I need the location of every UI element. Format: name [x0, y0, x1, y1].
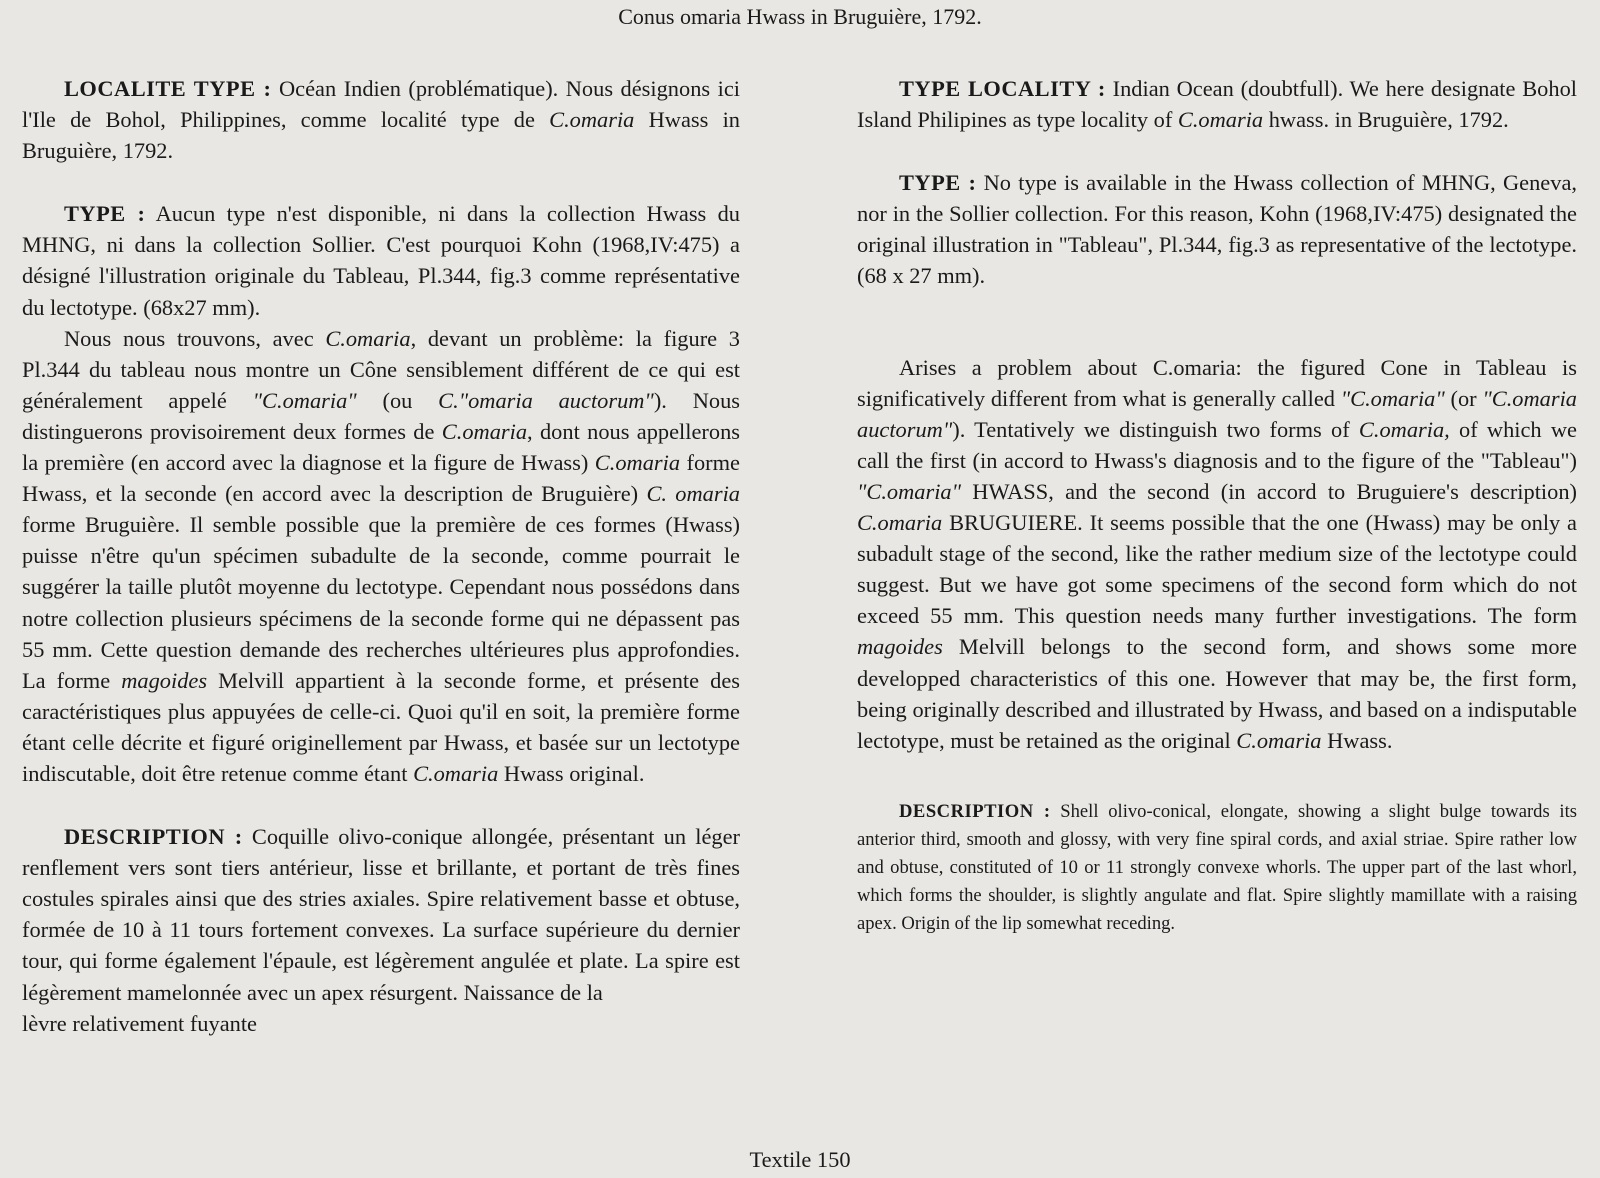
species-name: C.omaria,: [1358, 416, 1450, 442]
species-name: "C.omaria": [857, 478, 962, 504]
section-label: LOCALITE TYPE :: [64, 76, 272, 101]
species-name: "C.omaria auctorum": [857, 385, 1577, 442]
description-last-line-fr: lèvre relativement fuyante: [22, 1010, 257, 1036]
species-name: magoides: [857, 634, 943, 660]
type-locality-paragraph-en: TYPE LOCALITY : Indian Ocean (doubtfull). We here designate Bohol Island Philipines as type locality of C.omaria hwass. in Bruguière, 1792.: [857, 76, 1577, 133]
type-locality-paragraph-fr: LOCALITE TYPE : Océan Indien (problématique). Nous désignons ici l'Ile de Bohol, Philippines, comme localité type de C.omaria Hwass in Bruguière, 1792.: [22, 76, 740, 164]
species-name: C.omaria: [1236, 727, 1322, 753]
species-name: C.omaria: [549, 107, 635, 133]
species-name: "C.omaria": [252, 387, 357, 413]
section-label: DESCRIPTION :: [64, 824, 243, 850]
species-name: C.omaria: [594, 450, 681, 476]
species-name: C. omaria: [646, 481, 740, 507]
species-name: "C.omaria": [1340, 385, 1445, 411]
species-name: C."omaria auctorum": [438, 387, 654, 413]
discussion-paragraph-en: Arises a problem about C.omaria: the figured Cone in Tableau is significatively different from what is generally called "C.omaria" (or "C.omaria auctorum"). Tentatively we distinguish two forms of C.omaria, of which we call the first (in accord to Hwass's diagnosis and to the figure of the "Tableau") "C.omaria" HWASS, and the second (in accord to Bruguiere's description) C.omaria BRUGUIERE. It seems possible that the one (Hwass) may be only a subadult stage of the second, like the rather medium size of the lectotype could suggest. But we have got some specimens of the second form which do not exceed 55 mm. This question needs many further investigations. The form magoides Melvill belongs to the second form, and shows some more developped characteristics of this one. However that may be, the first form, being originally described and illustrated by Hwass, and based on a indisputable lectotype, must be retained as the original C.omaria Hwass.: [857, 354, 1577, 753]
species-name: magoides: [121, 667, 208, 693]
page-footer: Textile 150: [749, 1147, 851, 1172]
english-column: [857, 73, 1577, 938]
section-label: TYPE :: [899, 170, 977, 196]
section-label: TYPE :: [64, 201, 146, 227]
species-name: C.omaria: [441, 418, 528, 444]
section-label: DESCRIPTION :: [899, 800, 1051, 822]
description-paragraph-en: DESCRIPTION : Shell olivo-conical, elongate, showing a slight bulge towards its anterior third, smooth and glossy, with very fine spiral cords, and axial striae. Spire rather low and obtuse, constituted of 10 or 11 strongly convexe whorls. The upper part of the last whorl, which forms the shoulder, is slightly angulate and flat. Spire slightly mamillate with a raising apex. Origin of the lip somewhat receding.: [857, 800, 1577, 934]
species-name: C.omaria: [325, 325, 411, 351]
section-label: TYPE LOCALITY :: [899, 76, 1106, 101]
french-column: [22, 73, 740, 1039]
species-name: C.omaria: [413, 760, 499, 786]
species-name: C.omaria: [857, 510, 943, 536]
type-paragraph-fr: TYPE : Aucun type n'est disponible, ni dans la collection Hwass du MHNG, ni dans la collection Sollier. C'est pourquoi Kohn (1968,IV:475) a désigné l'illustration originale du Tableau, Pl.344, fig.3 comme représentative du lectotype. (68x27 mm).: [22, 201, 740, 320]
discussion-paragraph-fr: Nous nous trouvons, avec C.omaria, devant un problème: la figure 3 Pl.344 du tableau nous montre un Cône sensiblement différent de ce qui est généralement appelé "C.omaria" (ou C."omaria auctorum"). Nous distinguerons provisoirement deux formes de C.omaria, dont nous appellerons la première (en accord avec la diagnose et la figure de Hwass) C.omaria forme Hwass, et la seconde (en accord avec la description de Bruguière) C. omaria forme Bruguière. Il semble possible que la première de ces formes (Hwass) puisse n'être qu'un spécimen subadulte de la seconde, comme pourrait le suggérer la taille plutôt moyenne du lectotype. Cependant nous possédons dans notre collection plusieurs spécimens de la seconde forme qui ne dépassent pas 55 mm. Cette question demande des recherches ultérieures plus approfondies. La forme magoides Melvill appartient à la seconde forme, et présente des caractéristiques plus appuyées de celle-ci. Quoi qu'il en soit, la première forme étant celle décrite et figuré originellement par Hwass, et basée sur un lectotype indiscutable, doit être retenue comme étant C.omaria Hwass original.: [22, 325, 740, 786]
page-title: Conus omaria Hwass in Bruguière, 1792.: [618, 4, 982, 29]
description-paragraph-fr: DESCRIPTION : Coquille olivo-conique allongée, présentant un léger renflement vers sont tiers antérieur, lisse et brillante, et portant de très fines costules spirales ainsi que des stries axiales. Spire relativement basse et obtuse, formée de 10 à 11 tours fortement convexes. La surface supérieure du dernier tour, qui forme également l'épaule, est légèrement angulée et plate. La spire est légèrement mamelonnée avec un apex résurgent. Naissance de la: [22, 824, 740, 1005]
species-name: C.omaria: [1177, 107, 1264, 133]
type-paragraph-en: TYPE : No type is available in the Hwass collection of MHNG, Geneva, nor in the Sollier collection. For this reason, Kohn (1968,IV:475) designated the original illustration in "Tableau", Pl.344, fig.3 as representative of the lectotype.(68 x 27 mm).: [857, 170, 1577, 289]
